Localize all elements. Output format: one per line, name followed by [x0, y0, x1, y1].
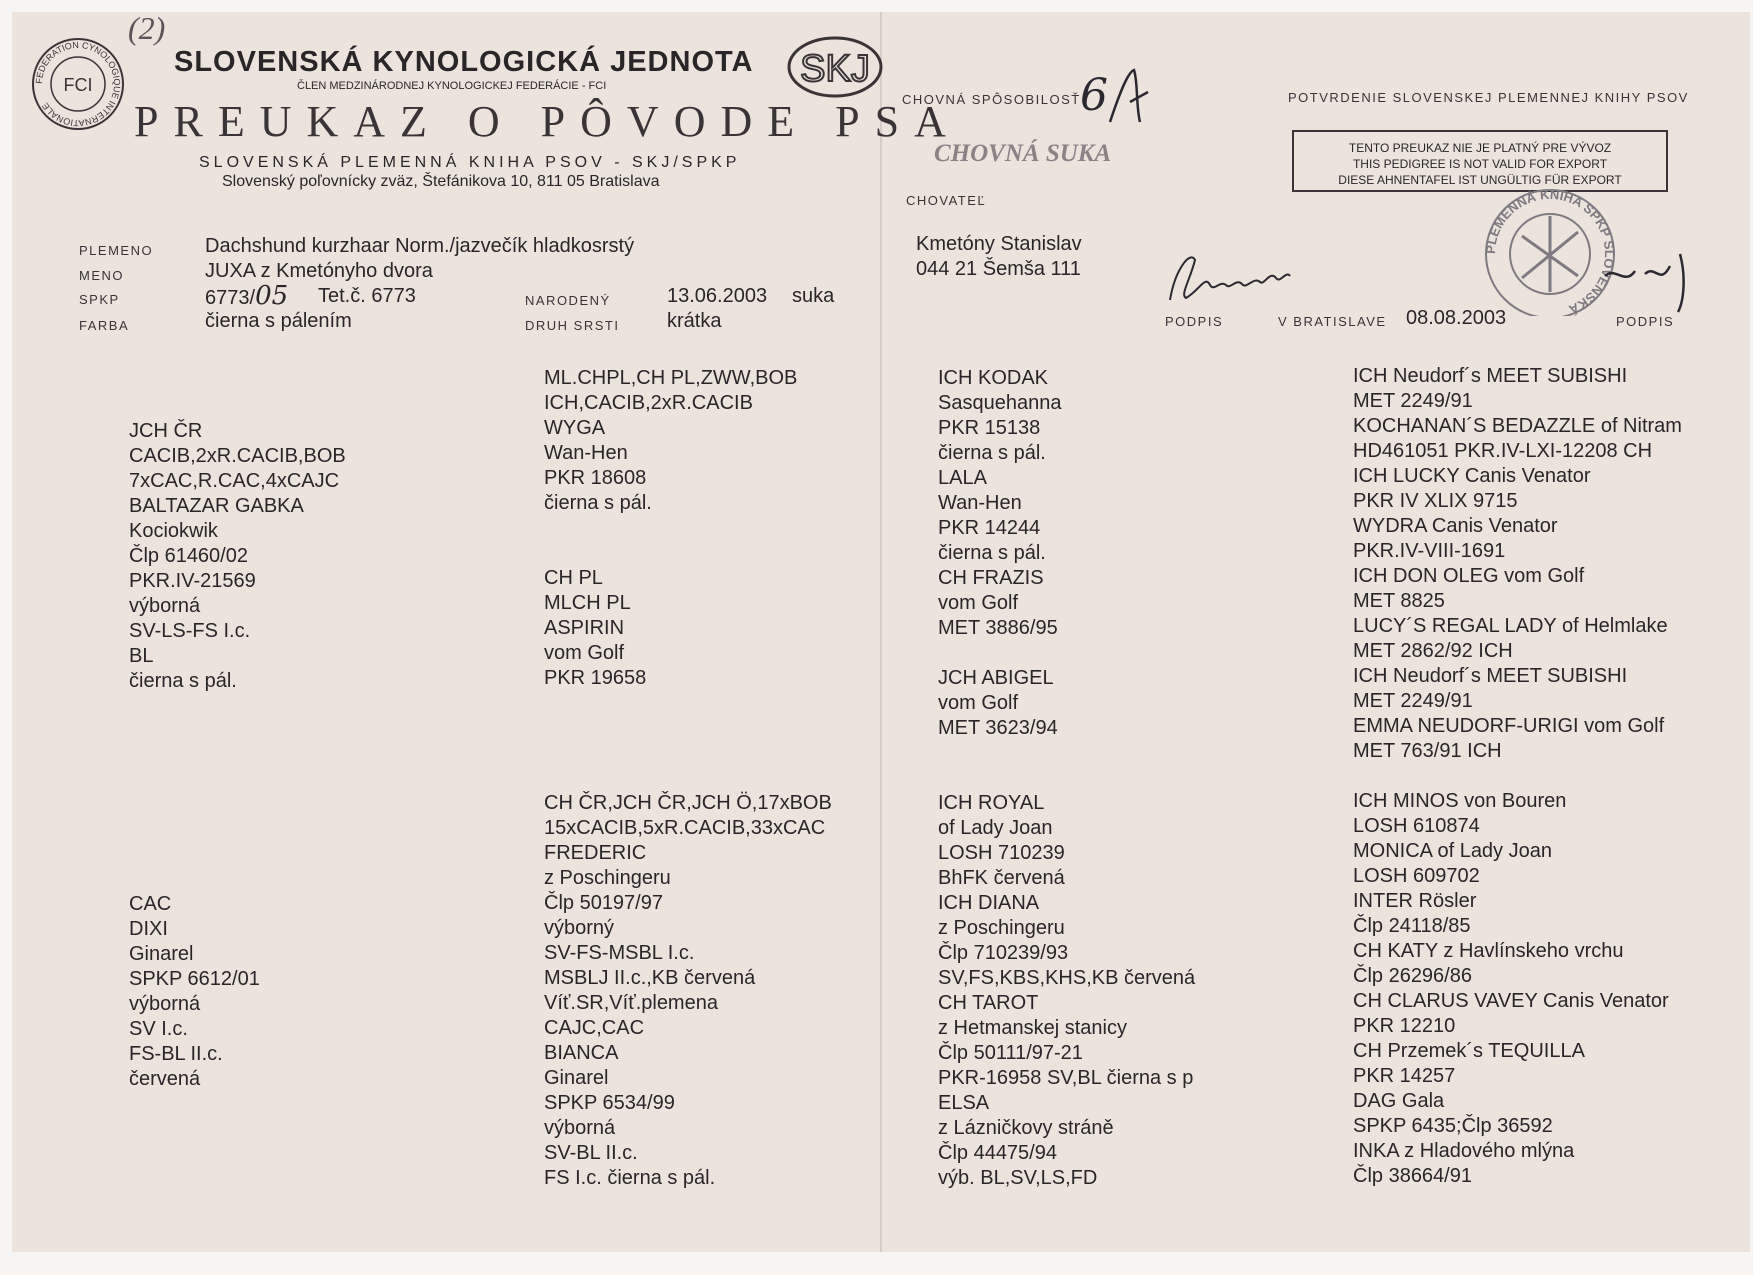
dam-line: SV I.c.: [129, 1018, 188, 1040]
sire-line: CACIB,2xR.CACIB,BOB: [129, 445, 346, 467]
gen4-line: Člp 24118/85: [1353, 915, 1471, 937]
dam-sire-line: SV-FS-MSBL I.c.: [544, 942, 695, 964]
gen3-top-block: [938, 366, 1061, 641]
gen3-top2-block: [938, 666, 1058, 741]
confirmation-label: POTVRDENIE SLOVENSKEJ PLEMENNEJ KNIHY PSOV: [1288, 90, 1689, 105]
dam-line: červená: [129, 1068, 201, 1090]
sire-line: 7xCAC,R.CAC,4xCAJC: [129, 470, 340, 492]
gen4-line: MET 8825: [1353, 590, 1445, 612]
gen4-line: CH Przemek´s TEQUILLA: [1353, 1040, 1585, 1062]
sire-line: JCH ČR: [129, 420, 203, 442]
spkp-number: 6773/: [205, 287, 256, 309]
sex-value: suka: [792, 285, 835, 307]
gen4-line: ICH MINOS von Bouren: [1353, 790, 1567, 812]
gen3-line: vom Golf: [938, 692, 1019, 714]
dam-sire-block: [544, 791, 832, 1191]
stud-book-address: Slovenský poľovnícky zväz, Štefánikova 10, 811 05 Bratislava: [222, 173, 660, 190]
breeding-signature-icon: [1100, 62, 1160, 132]
breed-value: Dachshund kurzhaar Norm./jazvečík hladkosrstý: [205, 235, 635, 257]
dam-sire-line: 15xCACIB,5xR.CACIB,33xCAC: [544, 817, 826, 839]
sire-sire-line: čierna s pál.: [544, 492, 652, 514]
color-value: čierna s pálením: [205, 310, 352, 332]
gen3-line: PKR 14244: [938, 517, 1041, 539]
sire-dam-block: [544, 566, 646, 691]
gen4-line: KOCHANAN´S BEDAZZLE of Nitram: [1353, 415, 1682, 437]
gen3-line: SV,FS,KBS,KHS,KB červená: [938, 967, 1196, 989]
sire-sire-line: Wan-Hen: [544, 442, 628, 464]
gen3-line: of Lady Joan: [938, 817, 1053, 839]
gen4-line: HD461051 PKR.IV-LXI-12208 CH: [1353, 440, 1653, 462]
gen3-line: Wan-Hen: [938, 492, 1022, 514]
breeder-address: 044 21 Šemša 111: [916, 258, 1081, 280]
dam-line: Ginarel: [129, 943, 194, 965]
sire-line: BL: [129, 645, 154, 667]
sire-sire-block: [544, 366, 797, 516]
sire-line: výborná: [129, 595, 201, 617]
export-notice-de: DIESE AHNENTAFEL IST UNGÜLTIG FÜR EXPORT: [1338, 173, 1622, 187]
signature-label-2: PODPIS: [1616, 314, 1675, 329]
sire-dam-line: vom Golf: [544, 642, 625, 664]
gen4-line: SPKP 6435;Člp 36592: [1353, 1115, 1553, 1137]
dam-block: [129, 892, 260, 1092]
dam-sire-line: CAJC,CAC: [544, 1017, 645, 1039]
gen3-line: Sasquehanna: [938, 392, 1062, 414]
export-notice-en: THIS PEDIGREE IS NOT VALID FOR EXPORT: [1352, 157, 1608, 171]
dam-line: výborná: [129, 993, 201, 1015]
gen4-line: PKR 12210: [1353, 1015, 1456, 1037]
gen3-line: Člp 710239/93: [938, 942, 1069, 964]
sire-line: Člp 61460/02: [129, 545, 248, 567]
gen3-bottom-block: [938, 791, 1195, 1191]
document-title: PREUKAZ O PÔVODE PSA: [134, 97, 961, 146]
stud-book-name: SLOVENSKÁ PLEMENNÁ KNIHA PSOV - SKJ/SPKP: [199, 154, 741, 171]
gen4-line: EMMA NEUDORF-URIGI vom Golf: [1353, 715, 1665, 737]
sire-dam-line: ASPIRIN: [544, 617, 625, 639]
dam-sire-line: CH ČR,JCH ČR,JCH Ö,17xBOB: [544, 792, 832, 814]
breeder-signature-icon: [1150, 240, 1310, 320]
gen4-line: DAG Gala: [1353, 1090, 1445, 1112]
sire-line: BALTAZAR GABKA: [129, 495, 304, 517]
gen3-line: čierna s pál.: [938, 542, 1046, 564]
dam-sire-line: Ginarel: [544, 1067, 609, 1089]
sire-dam-line: MLCH PL: [544, 592, 631, 614]
tattoo-value: Tet.č. 6773: [318, 285, 416, 307]
gen4-line: PKR.IV-VIII-1691: [1353, 540, 1506, 562]
dam-sire-line: SV-BL II.c.: [544, 1142, 638, 1164]
gen4-line: MET 2249/91: [1353, 690, 1473, 712]
breeding-label: CHOVNÁ SPÔSOBILOSŤ: [902, 92, 1081, 107]
sire-sire-line: ICH,CACIB,2xR.CACIB: [544, 392, 753, 414]
dam-sire-line: FS I.c. čierna s pál.: [544, 1167, 716, 1189]
name-label: MENO: [79, 268, 124, 283]
place-label: V BRATISLAVE: [1278, 314, 1387, 329]
gen4-line: INKA z Hladového mlýna: [1353, 1140, 1575, 1162]
sire-sire-line: PKR 18608: [544, 467, 647, 489]
gen3-line: ICH KODAK: [938, 367, 1049, 389]
gen3-line: BhFK červená: [938, 867, 1065, 889]
gen3-line: vom Golf: [938, 592, 1019, 614]
breeder-label: CHOVATEĽ: [906, 193, 987, 208]
fci-logo-icon: [30, 36, 126, 132]
sire-dam-line: CH PL: [544, 567, 603, 589]
coat-value: krátka: [667, 310, 722, 332]
fci-ring-text: FEDERATION CYNOLOGIQUE INTERNATIONALE: [33, 39, 123, 129]
fci-logo-label: FCI: [63, 75, 93, 95]
dam-sire-line: FREDERIC: [544, 842, 647, 864]
gen3-line: PKR 15138: [938, 417, 1041, 439]
export-notice-box: [1292, 130, 1668, 192]
dam-sire-line: výborná: [544, 1117, 616, 1139]
dam-line: CAC: [129, 893, 172, 915]
gen4-line: PKR IV XLIX 9715: [1353, 490, 1518, 512]
gen3-line: ICH DIANA: [938, 892, 1040, 914]
born-label: NARODENÝ: [525, 293, 611, 308]
gen3-line: čierna s pál.: [938, 442, 1046, 464]
sire-dam-line: PKR 19658: [544, 667, 647, 689]
spkp-value: [205, 281, 289, 311]
gen4-line: ICH LUCKY Canis Venator: [1353, 465, 1591, 487]
gen4-line: MET 763/91 ICH: [1353, 740, 1502, 762]
breeding-handwritten: 6: [1080, 70, 1108, 121]
sire-block: [129, 419, 346, 694]
dam-sire-line: Víť.SR,Víť.plemena: [544, 992, 718, 1014]
skj-logo-icon: [785, 35, 885, 99]
dam-line: FS-BL II.c.: [129, 1043, 223, 1065]
sire-sire-line: WYGA: [544, 417, 606, 439]
gen4-line: CH CLARUS VAVEY Canis Venator: [1353, 990, 1669, 1012]
sire-line: čierna s pál.: [129, 670, 237, 692]
gen3-line: JCH ABIGEL: [938, 667, 1054, 689]
fci-member-line: ČLEN MEDZINÁRODNEJ KYNOLOGICKEJ FEDERÁCIE - FCI: [297, 80, 607, 92]
registrar-signature-icon: [1600, 246, 1700, 316]
gen3-line: ELSA: [938, 1092, 990, 1114]
dam-sire-line: výborný: [544, 917, 615, 939]
gen4-line: ICH Neudorf´s MEET SUBISHI: [1353, 665, 1628, 687]
gen4-line: PKR 14257: [1353, 1065, 1456, 1087]
gen3-line: Člp 44475/94: [938, 1142, 1057, 1164]
dam-line: SPKP 6612/01: [129, 968, 260, 990]
dam-sire-line: BIANCA: [544, 1042, 619, 1064]
gen3-line: z Hetmanskej stanicy: [938, 1017, 1127, 1039]
sire-line: PKR.IV-21569: [129, 570, 256, 592]
name-value: JUXA z Kmetónyho dvora: [205, 260, 433, 282]
color-label: FARBA: [79, 318, 130, 333]
gen4-line: CH KATY z Havlínskeho vrchu: [1353, 940, 1624, 962]
organization-name: SLOVENSKÁ KYNOLOGICKÁ JEDNOTA: [174, 46, 754, 78]
issue-date: 08.08.2003: [1406, 307, 1507, 329]
breeder-name: Kmetóny Stanislav: [916, 233, 1082, 255]
gen3-line: MET 3886/95: [938, 617, 1058, 639]
sire-line: SV-LS-FS I.c.: [129, 620, 251, 642]
dam-sire-line: SPKP 6534/99: [544, 1092, 675, 1114]
gen4-line: ICH Neudorf´s MEET SUBISHI: [1353, 365, 1628, 387]
gen4-line: LUCY´S REGAL LADY of Helmlake: [1353, 615, 1668, 637]
export-notice-sk: TENTO PREUKAZ NIE JE PLATNÝ PRE VÝVOZ: [1348, 141, 1612, 155]
gen4-line: WYDRA Canis Venator: [1353, 515, 1558, 537]
dam-sire-line: z Poschingeru: [544, 867, 671, 889]
gen3-line: LALA: [938, 467, 987, 489]
gen4-line: ICH DON OLEG vom Golf: [1353, 565, 1585, 587]
gen4-line: MONICA of Lady Joan: [1353, 840, 1552, 862]
gen4-line: Člp 38664/91: [1353, 1165, 1472, 1187]
born-value: 13.06.2003: [667, 285, 768, 307]
signature-label-1: PODPIS: [1165, 314, 1224, 329]
spkp-label: SPKP: [79, 292, 120, 307]
breeding-status-stamp: CHOVNÁ SUKA: [934, 140, 1112, 167]
page-fold: [880, 12, 882, 1252]
spkp-handwritten: 05: [255, 281, 289, 311]
gen4-line: MET 2249/91: [1353, 390, 1473, 412]
gen4-line: Člp 26296/86: [1353, 965, 1472, 987]
gen3-line: PKR-16958 SV,BL čierna s p: [938, 1067, 1194, 1089]
gen3-line: CH TAROT: [938, 992, 1039, 1014]
gen4-line: LOSH 610874: [1353, 815, 1480, 837]
dam-sire-line: MSBLJ II.c.,KB červená: [544, 967, 756, 989]
gen3-line: LOSH 710239: [938, 842, 1065, 864]
gen4-bottom-block: [1353, 789, 1669, 1189]
gen4-top-block: [1353, 364, 1682, 764]
gen3-line: MET 3623/94: [938, 717, 1058, 739]
gen3-line: výb. BL,SV,LS,FD: [938, 1167, 1098, 1189]
coat-label: DRUH SRSTI: [525, 318, 620, 333]
gen3-line: Člp 50111/97-21: [938, 1042, 1083, 1064]
sire-line: Kociokwik: [129, 520, 218, 542]
corner-mark: (2): [128, 10, 166, 46]
gen3-line: ICH ROYAL: [938, 792, 1045, 814]
gen3-line: CH FRAZIS: [938, 567, 1044, 589]
gen4-line: MET 2862/92 ICH: [1353, 640, 1513, 662]
gen3-line: z Lázničkovy stráně: [938, 1117, 1114, 1139]
breed-label: PLEMENO: [79, 243, 154, 258]
gen4-line: INTER Rösler: [1353, 890, 1477, 912]
stamp-ring-text: PLEMENNÁ KNIHA SPKP SLOVENSKÁ: [1482, 186, 1618, 316]
skj-logo-label: SKJ: [800, 48, 870, 90]
gen4-line: LOSH 609702: [1353, 865, 1480, 887]
dam-sire-line: Člp 50197/97: [544, 892, 663, 914]
sire-sire-line: ML.CHPL,CH PL,ZWW,BOB: [544, 367, 798, 389]
gen3-line: z Poschingeru: [938, 917, 1065, 939]
dam-line: DIXI: [129, 918, 168, 940]
